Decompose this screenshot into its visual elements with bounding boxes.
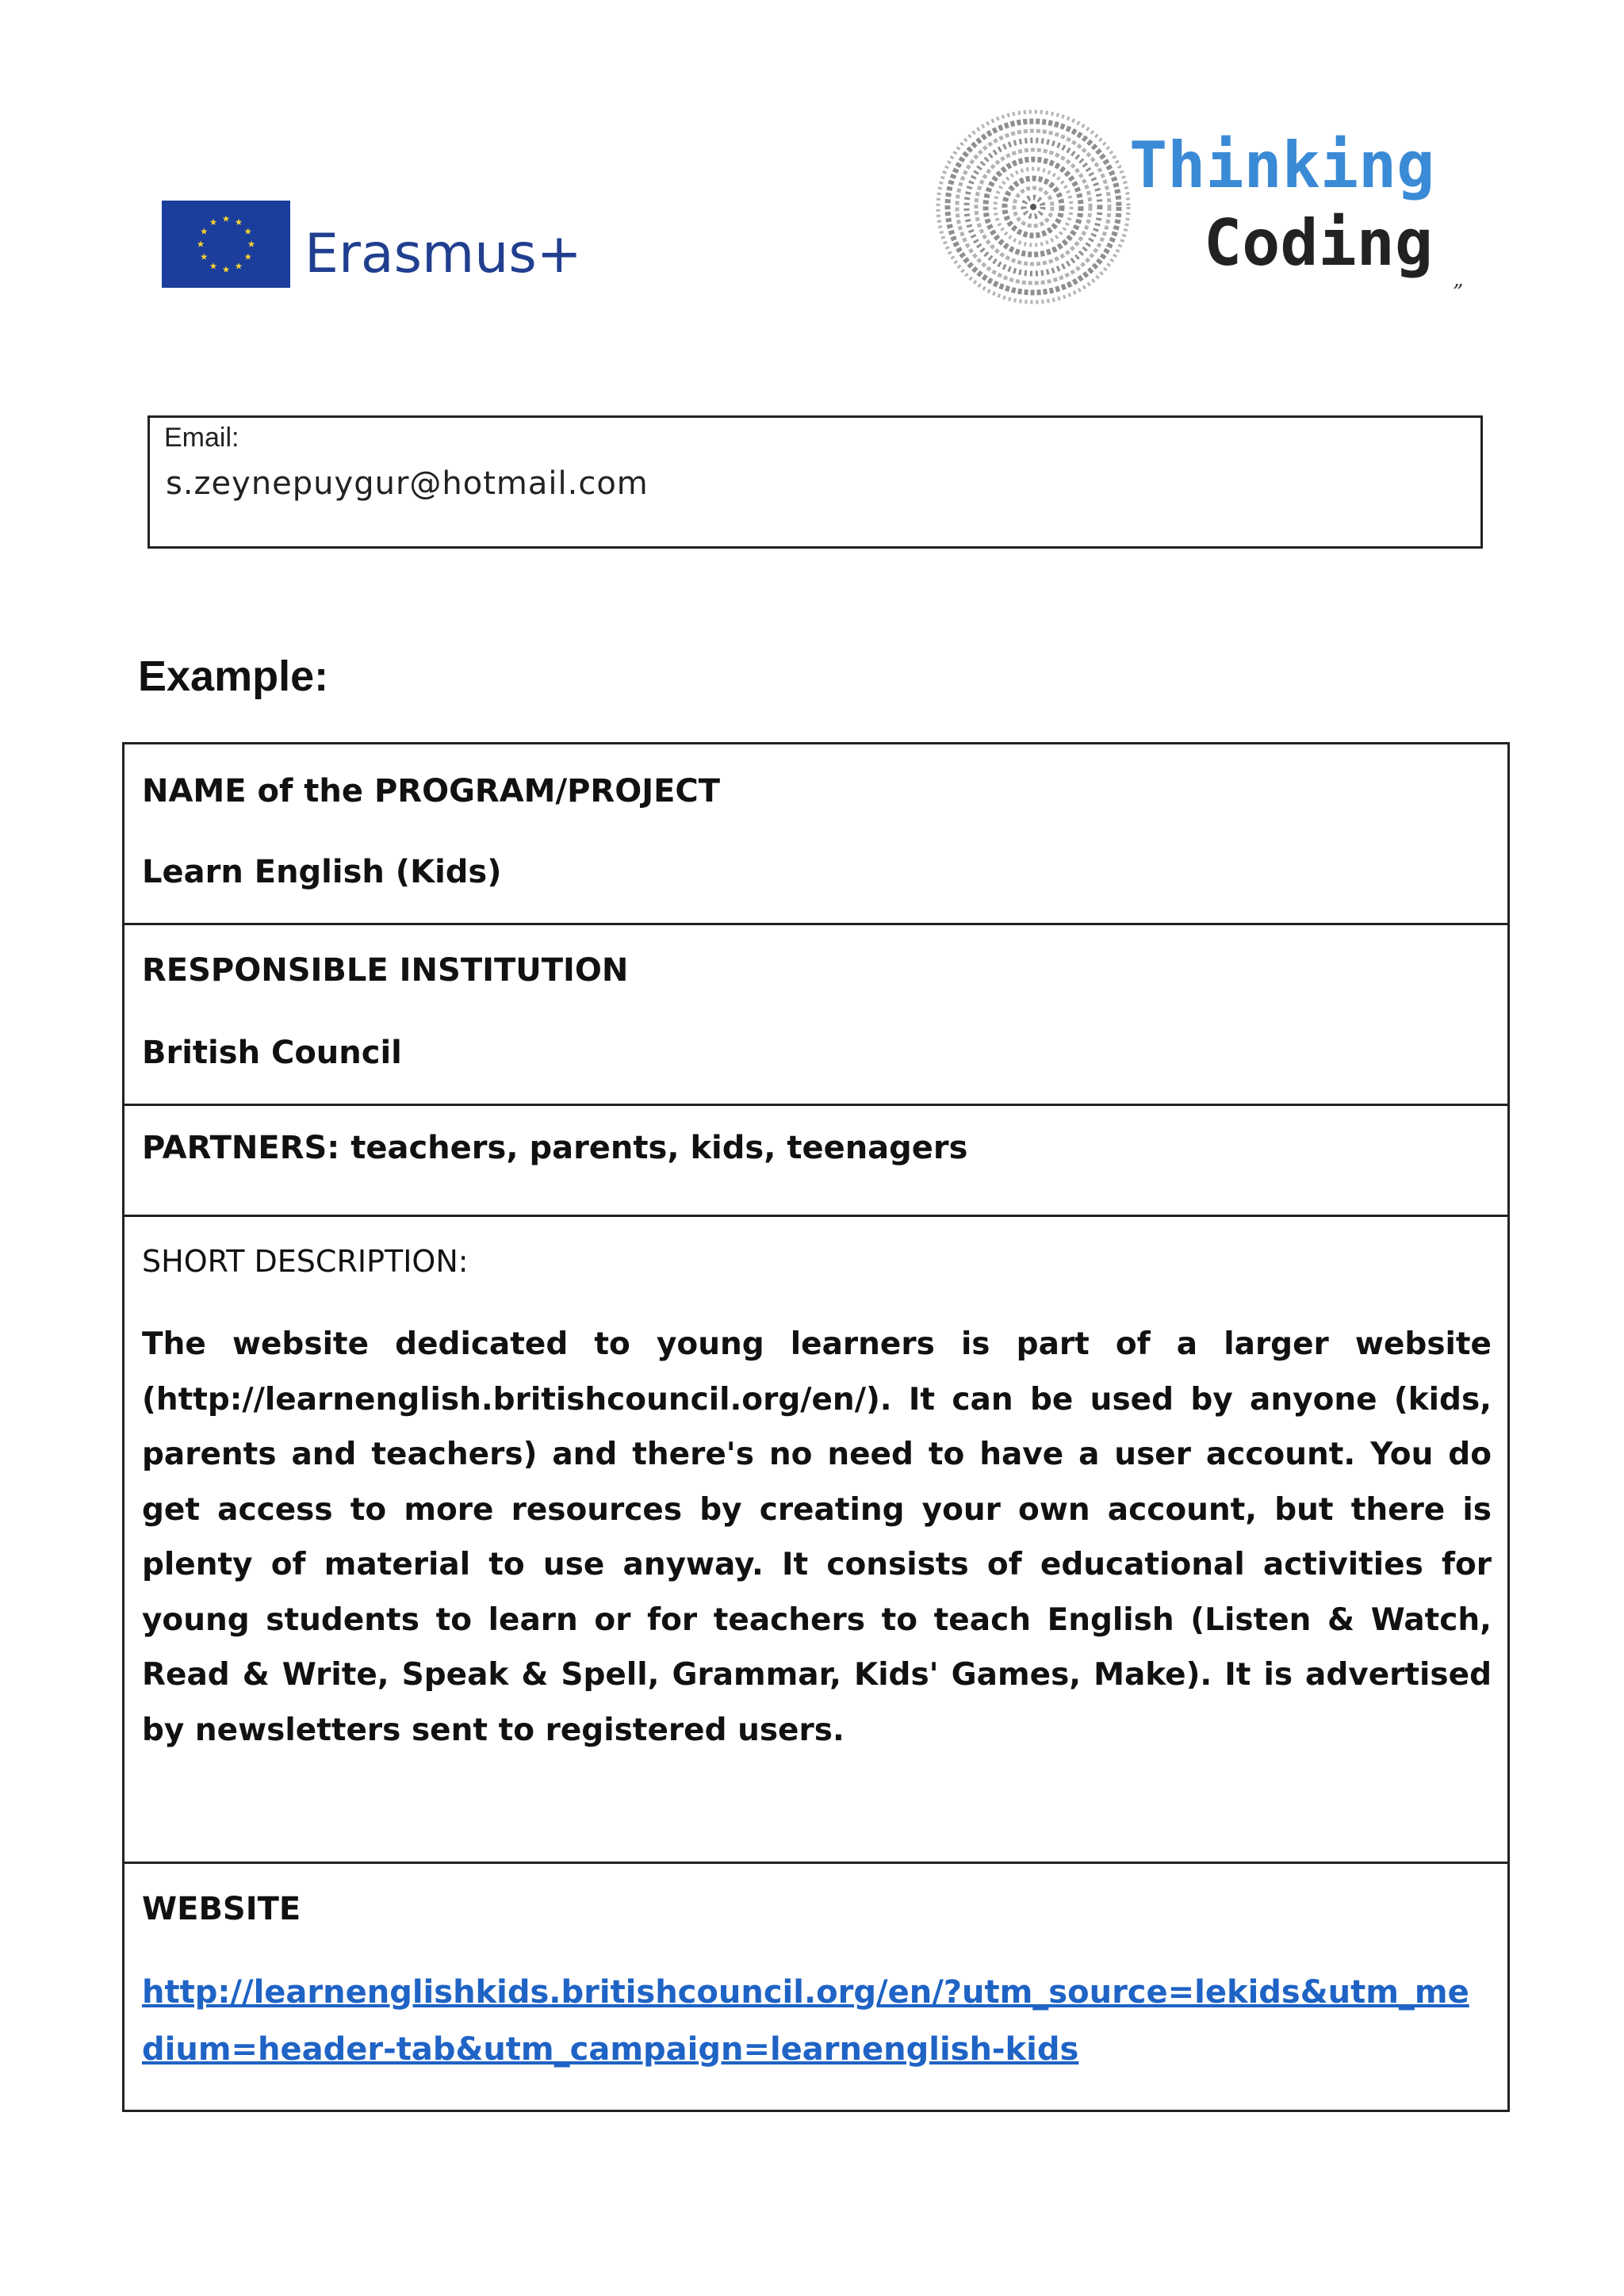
eu-star-icon [201,254,208,260]
example-heading: Example: [138,652,329,700]
eu-star-icon [223,216,230,222]
short-description-text: The website dedicated to young learners is part of a larger website (http://learnenglish.britishcouncil.org/en/). It can be used by anyone (kids, parents and teachers) and there's no need to have a user account. You do get access to more resources by creating your own account, but there is plenty of material to use anyway. It consists of educational activities for young students to learn or for teachers to teach English (Listen & Watch, Read & Write, Speak & Spell, Grammar, Kids' Games, Make). It is advertised by newsletters sent to registered users. [142,1326,1492,1748]
eu-star-icon [236,219,243,225]
thinking-coding-logo [926,100,1434,314]
website-heading: WEBSITE [142,1891,301,1927]
email-label: Email: [164,423,239,453]
institution-value: British Council [142,1035,402,1071]
eu-star-icon [210,219,217,225]
email-value: s.zeynepuygur@hotmail.com [166,465,649,502]
eu-star-icon [244,254,251,260]
program-name-heading: NAME of the PROGRAM/PROJECT [142,773,721,809]
institution-row [124,925,1507,1106]
eu-star-icon [197,241,205,247]
eu-star-icon [244,228,251,235]
short-description-heading: SHORT DESCRIPTION: [142,1244,469,1279]
eu-star-icon [248,241,255,247]
binary-spiral-icon [926,103,1140,311]
website-link[interactable]: http://learnenglishkids.britishcouncil.org/en/?utm_source=lekids&utm_medium=header-tab&utm_campaign=learnenglish-kids [142,1974,1469,2068]
program-name-row [124,744,1507,925]
email-box [147,415,1483,549]
partners-text: PARTNERS: teachers, parents, kids, teenagers [142,1130,968,1166]
eu-star-icon [236,262,243,269]
short-description-row [124,1217,1507,1864]
erasmus-plus-logo [162,200,582,289]
program-info-table [122,742,1510,2112]
program-name-value: Learn English (Kids) [142,854,502,890]
partners-row [124,1106,1507,1217]
institution-heading: RESPONSIBLE INSTITUTION [142,952,629,989]
eu-star-icon [201,228,208,235]
erasmus-label: Erasmus+ [304,222,582,285]
website-row [124,1864,1507,2110]
thinking-label: Thinking [1129,128,1435,202]
eu-star-icon [210,262,217,269]
stray-quote-mark: ” [1453,281,1464,304]
coding-label: Coding [1204,206,1433,280]
eu-star-icon [223,266,230,273]
eu-flag-icon [162,201,290,288]
